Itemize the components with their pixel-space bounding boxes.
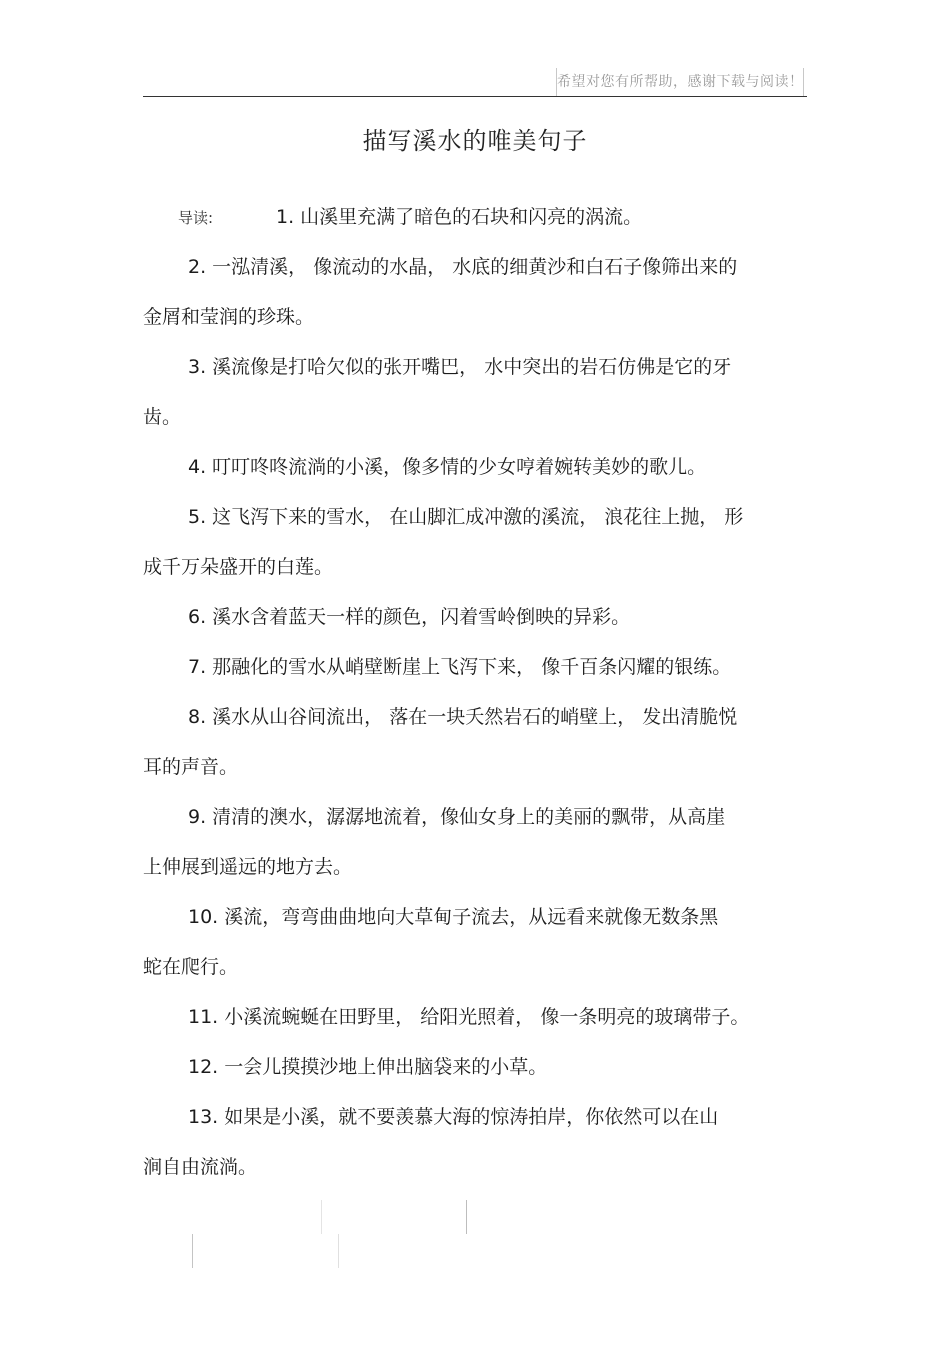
text-line: 13. 如果是小溪，就不要羡慕大海的惊涛拍岸，你依然可以在山	[188, 1106, 719, 1128]
text-line: 2. 一泓清溪， 像流动的水晶， 水底的细黄沙和白石子像筛出来的	[188, 256, 738, 278]
intro-label: 导读:	[178, 209, 214, 227]
rule-fragment	[466, 1200, 467, 1234]
text-line: 6. 溪水含着蓝天一样的颜色，闪着雪岭倒映的异彩。	[188, 606, 631, 628]
text-line: 10. 溪流，弯弯曲曲地向大草甸子流去，从远看来就像无数条黑	[188, 906, 719, 928]
document-title: 描写溪水的唯美句子	[362, 127, 588, 155]
header-rule	[143, 96, 807, 97]
header-note: 希望对您有所帮助，感谢下载与阅读！	[556, 68, 804, 96]
text-line: 上伸展到遥远的地方去。	[143, 856, 353, 878]
text-line: 1. 山溪里充满了暗色的石块和闪亮的涡流。	[276, 206, 643, 228]
text-line: 耳的声音。	[143, 756, 239, 778]
rule-fragment	[192, 1234, 193, 1268]
text-line: 成千万朵盛开的白莲。	[143, 556, 334, 578]
text-line: 齿。	[143, 406, 182, 428]
text-line: 金屑和莹润的珍珠。	[143, 306, 315, 328]
text-line: 7. 那融化的雪水从峭壁断崖上飞泻下来， 像千百条闪耀的银练。	[188, 656, 732, 678]
rule-fragment	[338, 1234, 339, 1268]
text-line: 12. 一会儿摸摸沙地上伸出脑袋来的小草。	[188, 1056, 548, 1078]
text-line: 蛇在爬行。	[143, 956, 239, 978]
text-line: 涧自由流淌。	[143, 1156, 258, 1178]
text-line: 5. 这飞泻下来的雪水， 在山脚汇成冲激的溪流， 浪花往上抛， 形	[188, 506, 744, 528]
text-line: 9. 清清的澳水，潺潺地流着，像仙女身上的美丽的飘带，从高崖	[188, 806, 726, 828]
text-line: 4. 叮叮咚咚流淌的小溪，像多情的少女哼着婉转美妙的歌儿。	[188, 456, 707, 478]
text-line: 11. 小溪流蜿蜒在田野里， 给阳光照着， 像一条明亮的玻璃带子。	[188, 1006, 750, 1028]
rule-fragment	[321, 1200, 322, 1234]
text-line: 3. 溪流像是打哈欠似的张开嘴巴， 水中突出的岩石仿佛是它的牙	[188, 356, 732, 378]
text-line: 8. 溪水从山谷间流出， 落在一块夭然岩石的峭壁上， 发出清脆悦	[188, 706, 738, 728]
